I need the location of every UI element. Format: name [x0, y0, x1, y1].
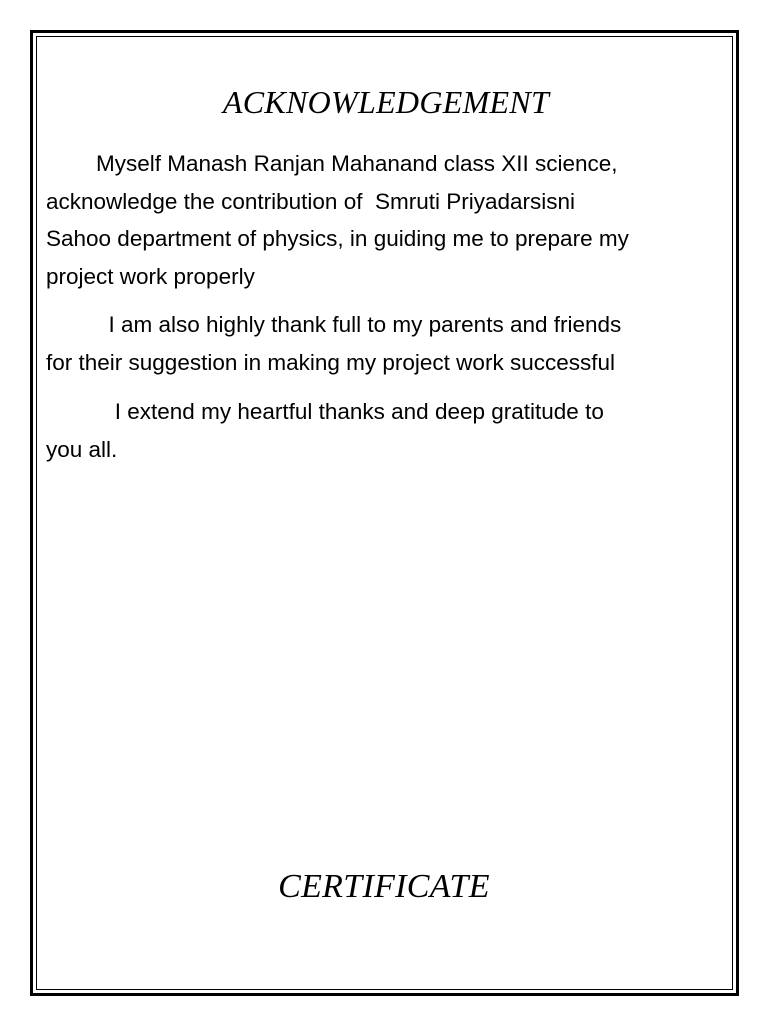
acknowledgement-paragraph-3: [46, 393, 736, 468]
paragraph-line: project work properly: [46, 263, 255, 289]
paragraph-line: acknowledge the contribution of Smruti Priyadarsisni: [46, 188, 576, 214]
paragraph-line: I am also highly thank full to my parents and friends: [46, 312, 622, 337]
paragraph-line: you all.: [46, 436, 118, 462]
paragraph-line: for their suggestion in making my project work successful: [46, 349, 615, 375]
acknowledgement-paragraph-2: [46, 306, 736, 381]
paragraph-line: I extend my heartful thanks and deep gratitude to: [46, 399, 604, 424]
acknowledgement-title: ACKNOWLEDGEMENT: [222, 84, 550, 120]
paragraph-line: Myself Manash Ranjan Mahanand class XII science,: [46, 151, 618, 176]
paragraph-line: Sahoo department of physics, in guiding me to prepare my: [46, 226, 629, 251]
certificate-title: CERTIFICATE: [278, 868, 490, 905]
acknowledgement-paragraph-1: [46, 145, 736, 295]
